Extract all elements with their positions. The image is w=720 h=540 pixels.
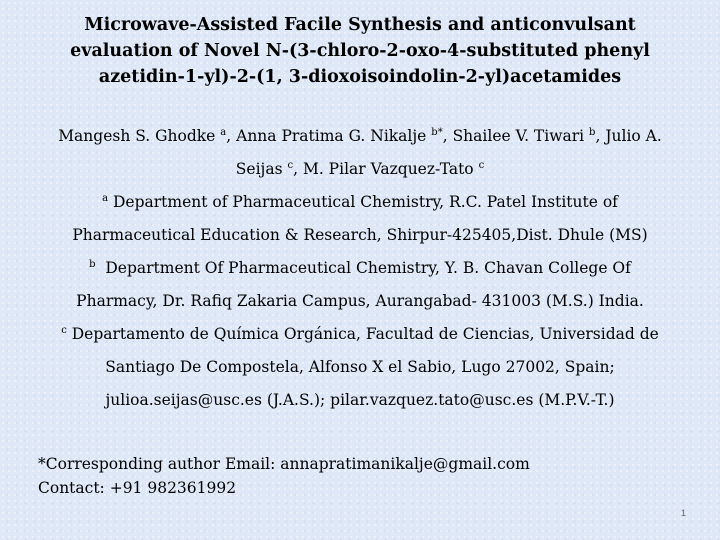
affiliation-b-line-1 (0, 252, 720, 285)
paper-title (10, 12, 710, 90)
affiliation-b-line-2: Pharmacy, Dr. Rafiq Zakaria Campus, Aurangabad- 431003 (M.S.) India. (76, 292, 644, 310)
corresponding-author (38, 452, 530, 500)
authors-line-2: Seijas $^c$, M. Pilar Vazquez-Tato $^c$ (235, 160, 485, 178)
affiliation-text: Department Of Pharmaceutical Chemistry, Y. B. Chavan College Of (105, 259, 631, 277)
affiliation-emails: julioa.seijas@usc.es (J.A.S.); pilar.vazquez.tato@usc.es (M.P.V.-T.) (105, 391, 615, 409)
title-line-2: evaluation of Novel N-(3-chloro-2-oxo-4-substituted phenyl (70, 41, 650, 61)
author-name: Shailee V. Tiwari (452, 127, 585, 145)
author-superscript: a (220, 127, 227, 138)
author-superscript: c (287, 160, 294, 171)
title-line-1: Microwave-Assisted Facile Synthesis and anticonvulsant (84, 15, 636, 35)
affiliation-text: Department of Pharmaceutical Chemistry, R.C. Patel Institute of (112, 193, 618, 211)
corresponding-contact: Contact: +91 982361992 (38, 479, 237, 497)
authors-affiliations (0, 120, 720, 417)
affiliation-text: Departamento de Química Orgánica, Facultad de Ciencias, Universidad de (71, 325, 659, 343)
authors-line-1: Mangesh S. Ghodke $^a$, Anna Pratima G. Nikalje $^{b*}$, Shailee V. Tiwari $^b$, Julio A. (58, 127, 662, 145)
affiliation-marker: b (89, 259, 96, 270)
author-superscript: b (589, 127, 596, 138)
affiliation-a-line-1 (0, 186, 720, 219)
affiliation-c-line-1 (0, 318, 720, 351)
author-name: Mangesh S. Ghodke (58, 127, 216, 145)
affiliation-marker: a (102, 193, 109, 204)
affiliation-c-line-2: Santiago De Compostela, Alfonso X el Sabio, Lugo 27002, Spain; (105, 358, 615, 376)
corresponding-email: *Corresponding author Email: annapratimanikalje@gmail.com (38, 455, 530, 473)
affiliation-marker: c (61, 325, 67, 336)
author-superscript: c (478, 160, 485, 171)
author-name: M. Pilar Vazquez-Tato (302, 160, 474, 178)
author-name: Julio A. (605, 127, 662, 145)
title-line-3: azetidin-1-yl)-2-(1, 3-dioxoisoindolin-2-yl)acetamides (98, 67, 622, 87)
affiliation-a-line-2: Pharmaceutical Education & Research, Shirpur-425405,Dist. Dhule (MS) (72, 226, 648, 244)
page-number: 1 (680, 508, 686, 518)
author-name: Seijas (235, 160, 283, 178)
author-superscript: b* (431, 127, 443, 138)
author-name: Anna Pratima G. Nikalje (236, 127, 427, 145)
